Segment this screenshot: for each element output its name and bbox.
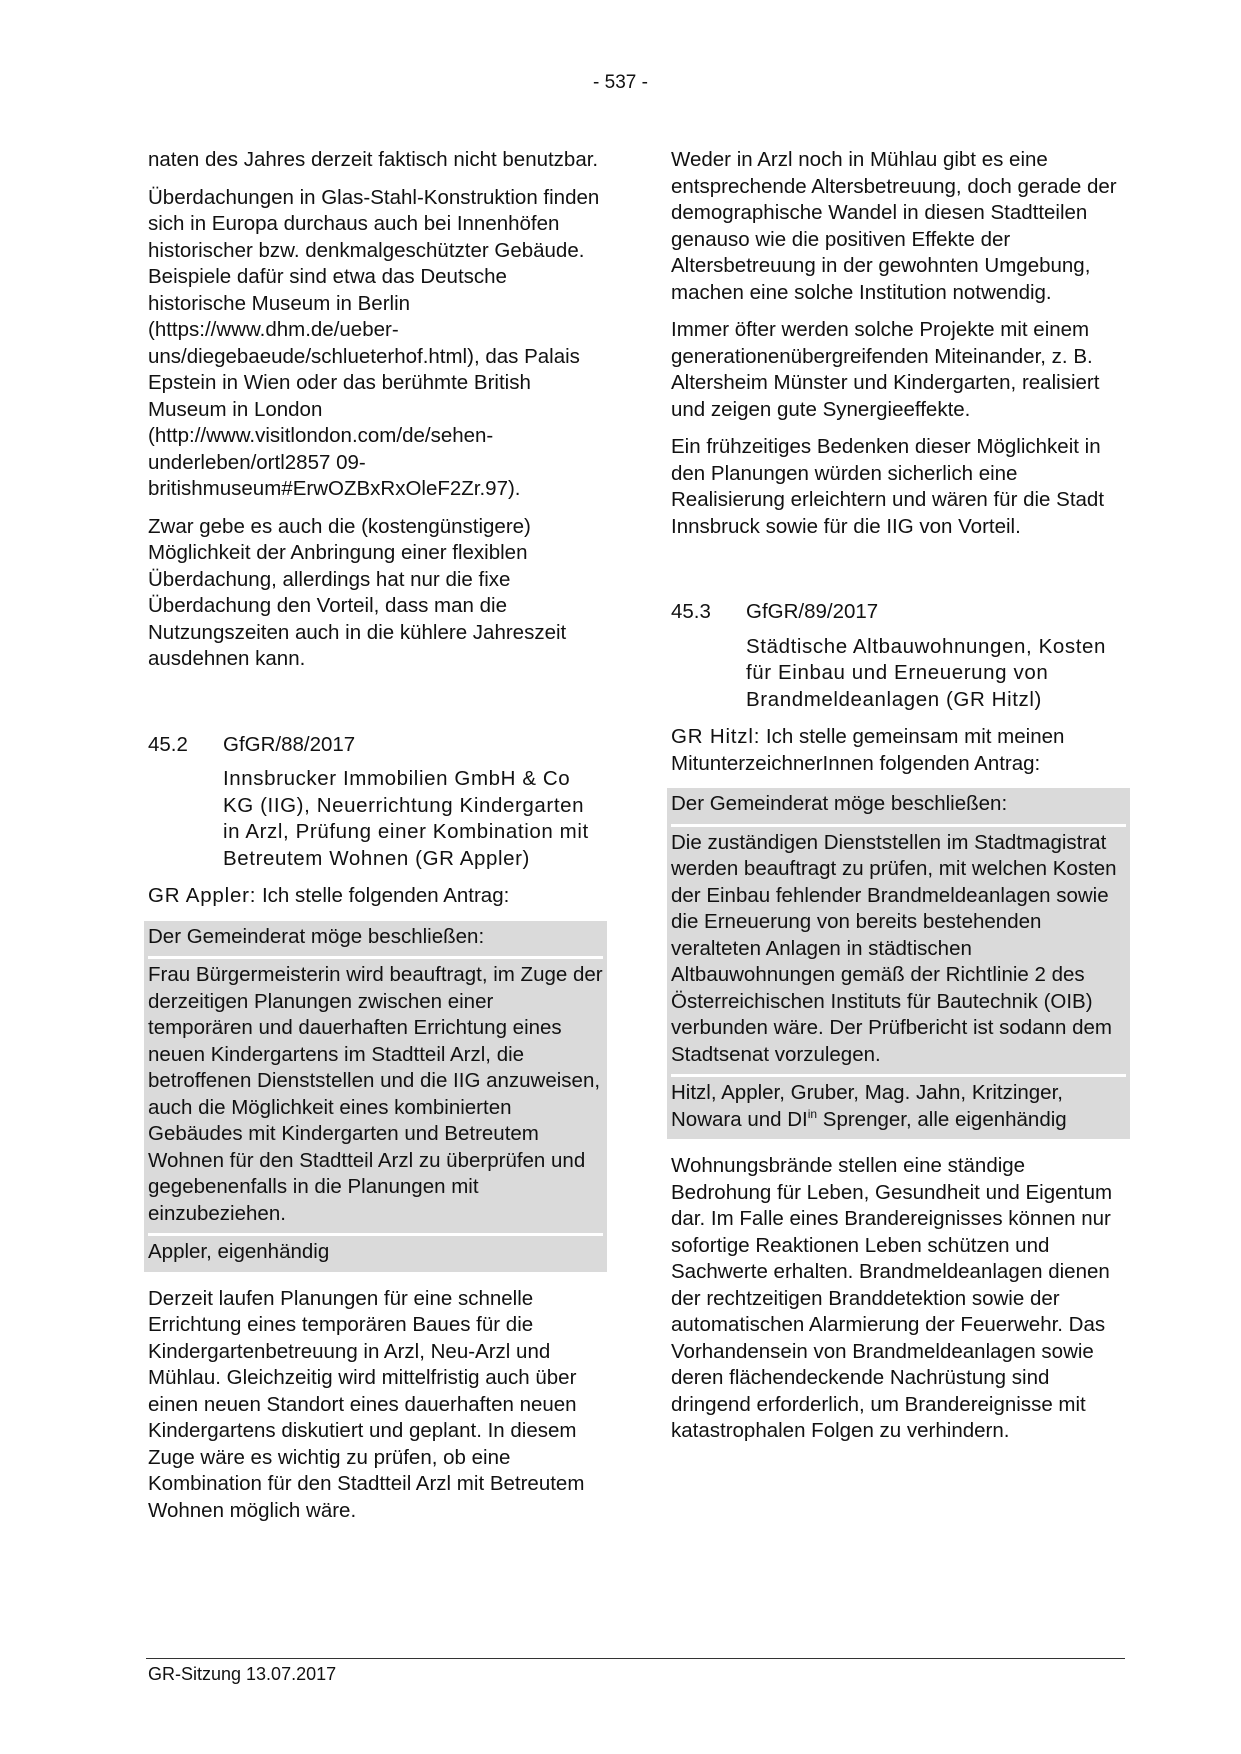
left-column — [148, 147, 603, 1535]
footer-divider — [146, 1658, 1125, 1659]
speaker-text: Ich stelle gemeinsam mit meinen MitunterzeichnerInnen folgenden Antrag: — [671, 725, 1065, 775]
agenda-item-header — [148, 732, 603, 759]
footer-text: GR-Sitzung 13.07.2017 — [148, 1664, 337, 1684]
speaker-text: Ich stelle folgenden Antrag: — [256, 884, 510, 907]
agenda-item-ref: GfGR/88/2017 — [223, 732, 356, 756]
agenda-item-number: 45.2 — [148, 732, 188, 756]
signatures-superscript: in — [807, 1106, 818, 1121]
agenda-item-number: 45.3 — [671, 600, 711, 623]
motion-signatures — [671, 1077, 1126, 1139]
speaker-name: GR Hitzl: — [671, 725, 761, 748]
motion-text: Die zuständigen Dienststellen im Stadtmagistrat werden beauftragt zu prüfen, mit welchen Kosten der Einbau fehlender Brandmeldeanlagen sowie die Erneuerung von bereits bestehenden veralteten Anlagen in städtischen Altbauwohnungen gemäß der Richtlinie 2 des Österreichischen Instituts für Bautechnik (OIB) verbunden wäre. Der Prüfbericht ist sodann dem Stadtsenat vorzulegen. — [671, 827, 1126, 1078]
agenda-item-title: Städtische Altbauwohnungen, Kosten für Einbau und Erneuerung von Brandmeldeanlagen (GR Hitzl) — [746, 634, 1107, 711]
right-column — [671, 147, 1126, 1456]
paragraph: Überdachungen in Glas-Stahl-Konstruktion finden sich in Europa durchaus auch bei Innenhöfen historischer bzw. denkmalgeschützter Gebäude. Beispiele dafür sind etwa das Deutsche historische Museum in Berlin (https://www.dhm.de/ueber-uns/diegebaeude/schlueterhof.html), das Palais Epstein in Wien oder das berühmte British Museum in London (http://www.visitlondon.com/de/sehen-underleben/ortl2857 09-britishmuseum#ErwOZBxRxOleF2Zr.97). — [148, 185, 600, 500]
speaker-name: GR Appler: — [148, 884, 257, 907]
paragraph: Zwar gebe es auch die (kostengünstigere) Möglichkeit der Anbringung einer flexiblen Überdachung, allerdings hat nur die fixe Überdachung den Vorteil, dass man die Nutzungszeiten auch in die kühlere Jahreszeit ausdehnen kann. — [148, 514, 567, 670]
agenda-item-ref: GfGR/89/2017 — [746, 600, 879, 623]
agenda-item-title: Innsbrucker Immobilien GmbH & Co KG (IIG), Neuerrichtung Kindergarten in Arzl, Prüfung einer Kombination mit Betreutem Wohnen (GR Appler) — [223, 767, 589, 870]
motion-intro: Der Gemeinderat möge beschließen: — [671, 788, 1126, 827]
motion-intro: Der Gemeinderat möge beschließen: — [148, 921, 603, 960]
paragraph: Weder in Arzl noch in Mühlau gibt es eine entsprechende Altersbetreuung, doch gerade der demographische Wandel in diesen Stadtteilen genauso wie die positiven Effekte der Altersbetreuung in der gewohnten Umgebung, machen eine solche Institution notwendig. — [671, 148, 1117, 304]
speaker-line — [671, 724, 1126, 777]
motion-signature: Appler, eigenhändig — [148, 1240, 330, 1263]
page-number: - 537 - — [593, 72, 648, 93]
agenda-item-header — [671, 599, 1126, 626]
motion-box — [667, 788, 1130, 1139]
speaker-line — [148, 883, 603, 910]
paragraph: Wohnungsbrände stellen eine ständige Bedrohung für Leben, Gesundheit und Eigentum dar. Im Falle eines Brandereignisses können nur sofortige Reaktionen Leben schützen und Sachwerte erhalten. Brandmeldeanlagen dienen der rechtzeitigen Branddetektion sowie der automatischen Alarmierung der Feuerwehr. Das Vorhandensein von Brandmeldeanlagen sowie deren flächendeckende Nachrüstung sind dringend erforderlich, um Brandereignisse mit katastrophalen Folgen zu verhindern. — [671, 1154, 1113, 1442]
signatures-text: Hitzl, Appler, Gruber, Mag. Jahn, Kritzinger, Nowara und DI — [671, 1081, 1063, 1131]
motion-box — [144, 921, 607, 1272]
paragraph: Ein frühzeitiges Bedenken dieser Möglichkeit in den Planungen würden sicherlich eine Realisierung erleichtern und wären für die Stadt Innsbruck sowie für die IIG von Vorteil. — [671, 435, 1105, 538]
paragraph: Derzeit laufen Planungen für eine schnelle Errichtung eines temporären Baues für die Kindergartenbetreuung in Arzl, Neu-Arzl und Mühlau. Gleichzeitig wird mittelfristig auch über einen neuen Standort eines dauerhaften neuen Kindergartens diskutiert und geplant. In diesem Zuge wäre es wichtig zu prüfen, ob eine Kombination für den Stadtteil Arzl mit Betreutem Wohnen möglich wäre. — [148, 1286, 585, 1522]
motion-text: Frau Bürgermeisterin wird beauftragt, im Zuge der derzeitigen Planungen zwischen einer temporären und dauerhaften Errichtung eines neuen Kindergartens im Stadtteil Arzl, die betroffenen Dienststellen und die IIG anzuweisen, auch die Möglichkeit eines kombinierten Gebäudes mit Kindergarten und Betreutem Wohnen für den Stadtteil Arzl zu überprüfen und gegebenenfalls in die Planungen mit einzubeziehen. — [148, 959, 603, 1236]
signatures-text-end: Sprenger, alle eigenhändig — [817, 1107, 1067, 1131]
paragraph: naten des Jahres derzeit faktisch nicht benutzbar. — [148, 148, 599, 171]
paragraph: Immer öfter werden solche Projekte mit einem generationenübergreifenden Miteinander, z. B. Altersheim Münster und Kindergarten, realisiert und zeigen gute Synergieeffekte. — [671, 318, 1100, 421]
